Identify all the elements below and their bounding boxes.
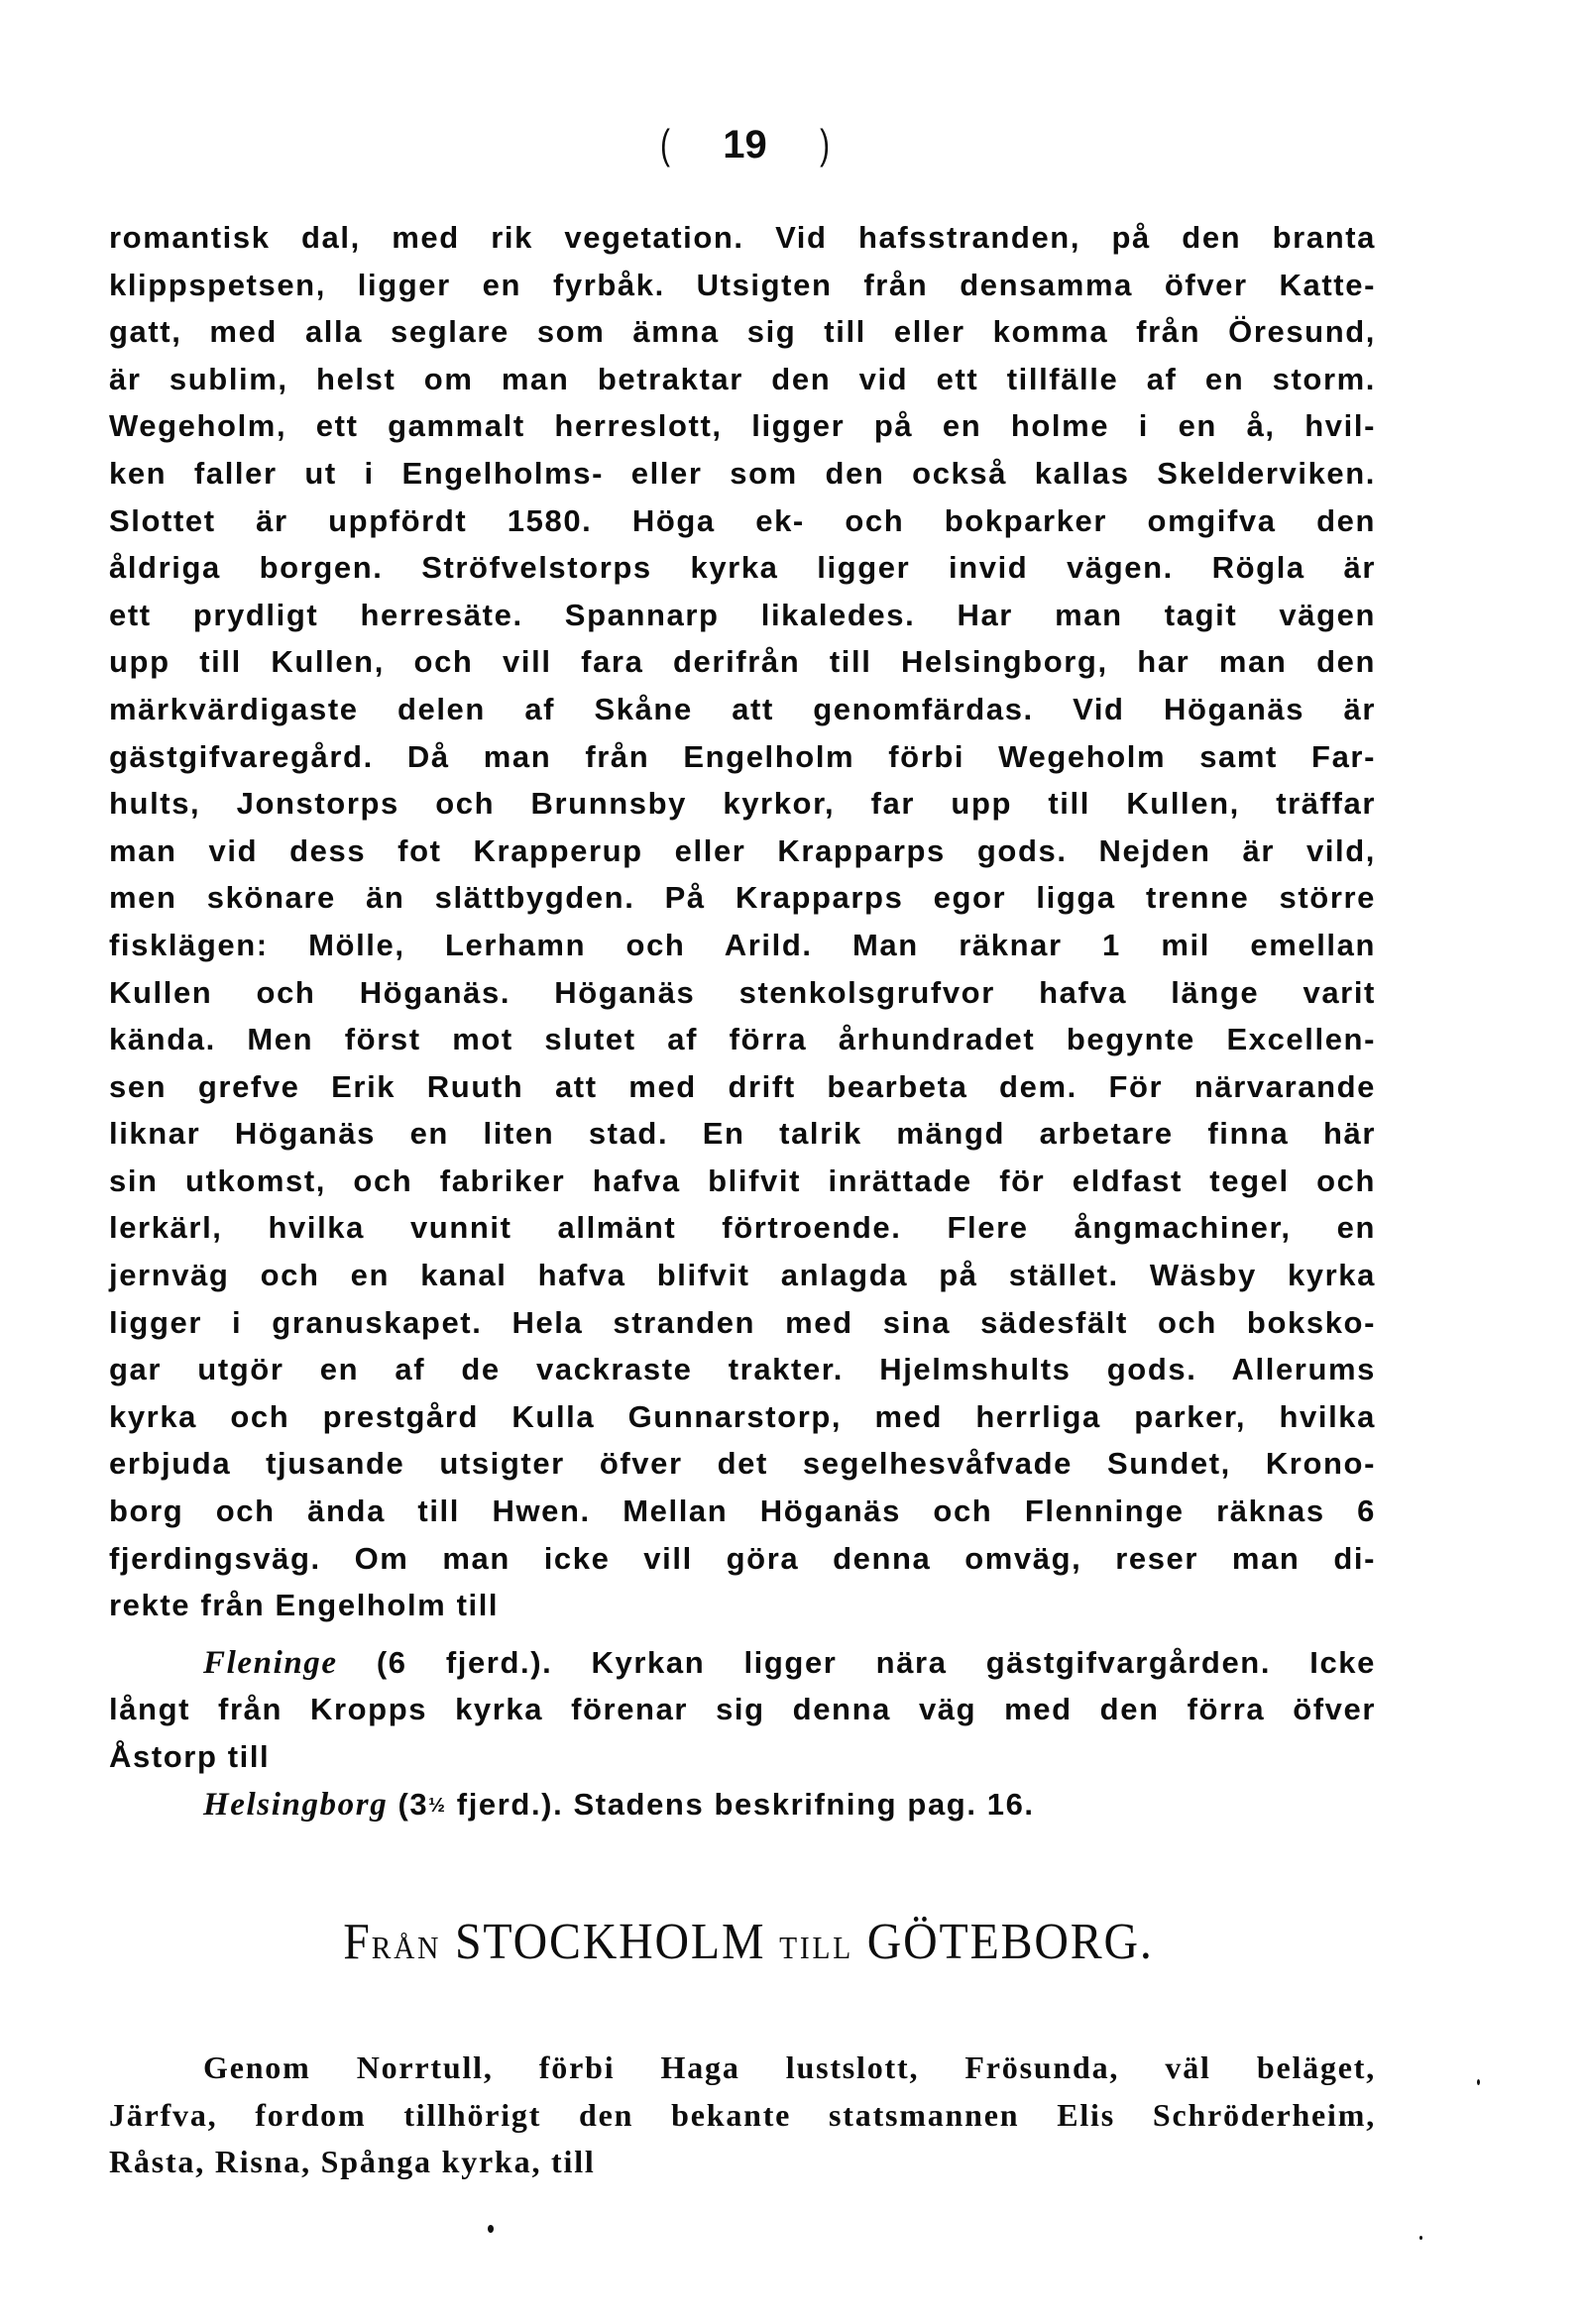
text-line: Slottet är uppfördt 1580. Höga ek- och bokparker omgifva den [109, 502, 1376, 538]
text-line: Genom Norrtull, förbi Haga lustslott, Frösunda, väl beläget, [203, 2049, 1376, 2085]
text-line: Åstorp till [109, 1739, 271, 1774]
text-line: ligger i granuskapet. Hela stranden med sina sädesfält och boksko- [109, 1304, 1376, 1340]
helsingborg-entry [109, 1781, 1376, 1828]
body-text [109, 214, 1376, 1827]
helsingborg-distance: (3 [388, 1786, 429, 1822]
page-number-close-paren: ) [820, 121, 830, 167]
text-line: man vid dess fot Krapperup eller Krapparps gods. Nejden är vild, [109, 832, 1376, 868]
text-line: kända. Men först mot slutet af förra århundradet begynte Excellen- [109, 1022, 1376, 1057]
text-line: rekte från Engelholm till [109, 1588, 500, 1623]
text-line: liknar Höganäs en liten stad. En talrik mängd arbetare finna här [109, 1116, 1376, 1152]
spacer [109, 1629, 1376, 1639]
text-line: långt från Kropps kyrka förenar sig denna väg med den förra öfver [109, 1692, 1376, 1727]
text-line: borg och ända till Hwen. Mellan Höganäs och Flenninge räknas 6 [109, 1494, 1376, 1529]
ink-speck [488, 2225, 494, 2233]
text-line: Wegeholm, ett gammalt herreslott, ligger på en holme i en å, hvil- [109, 408, 1376, 444]
text-line: romantisk dal, med rik vegetation. Vid hafsstranden, på den branta [109, 220, 1376, 255]
heading-stockholm: STOCKHOLM [454, 1914, 766, 1970]
text-line: lerkärl, hvilka vunnit allmänt förtroende. Flere ångmachiner, en [109, 1210, 1376, 1246]
text-line: klippspetsen, ligger en fyrbåk. Utsigten från densamma öfver Katte- [109, 267, 1376, 302]
fraction-half: ½ [428, 1794, 447, 1817]
text-line: ett prydligt herresäte. Spannarp likaledes. Har man tagit vägen [109, 597, 1376, 632]
text-line: Kullen och Höganäs. Höganäs stenkolsgrufvor hafva länge varit [109, 974, 1376, 1010]
heading-goteborg: GÖTEBORG. [866, 1914, 1154, 1970]
ink-speck [1477, 2079, 1480, 2085]
text-line: upp till Kullen, och vill fara derifrån till Helsingborg, har man den [109, 644, 1376, 680]
text-line: gästgifvaregård. Då man från Engelholm förbi Wegeholm samt Far- [109, 738, 1376, 774]
text-line: ken faller ut i Engelholms- eller som den också kallas Skelderviken. [109, 455, 1376, 491]
section-body [109, 2045, 1376, 2186]
section-heading [59, 1913, 1436, 1977]
ink-speck [1419, 2236, 1422, 2240]
text-line: fjerdingsväg. Om man icke vill göra denna omväg, reser man di- [109, 1540, 1376, 1576]
text-line: Råsta, Risna, Spånga kyrka, till [109, 2144, 596, 2180]
text-line: erbjuda tjusande utsigter öfver det segelhesvåfvade Sundet, Krono- [109, 1446, 1376, 1482]
text-line: gar utgör en af de vackraste trakter. Hjelmshults gods. Allerums [109, 1352, 1376, 1387]
text-line: märkvärdigaste delen af Skåne att genomfärdas. Vid Höganäs är [109, 691, 1376, 726]
fleninge-entry [109, 1639, 1376, 1687]
text-line: hults, Jonstorps och Brunnsby kyrkor, far upp till Kullen, träffar [109, 786, 1376, 822]
text-line: jernväg och en kanal hafva blifvit anlagda på stället. Wäsby kyrka [109, 1258, 1376, 1293]
text-line: Järfva, fordom tillhörigt den bekante statsmannen Elis Schröderheim, [109, 2096, 1376, 2133]
text-line: åldriga borgen. Ströfvelstorps kyrka ligger invid vägen. Rögla är [109, 550, 1376, 586]
heading-till: TILL [779, 1930, 853, 1965]
text-line: kyrka och prestgård Kulla Gunnarstorp, med herrliga parker, hvilka [109, 1398, 1376, 1434]
page-number [658, 117, 832, 172]
text-line: är sublim, helst om man betraktar den vid ett tillfälle af en storm. [109, 361, 1376, 396]
text-line: men skönare än slättbygden. På Krapparps egor ligga trenne större [109, 880, 1376, 916]
text-line: fisklägen: Mölle, Lerhamn och Arild. Man räknar 1 mil emellan [109, 927, 1376, 962]
heading-fran-rest: RÅN [371, 1930, 442, 1965]
page-number-open-paren: ( [660, 121, 670, 167]
text-line: sen grefve Erik Ruuth att med drift bearbeta dem. För närvarande [109, 1068, 1376, 1104]
text-line: sin utkomst, och fabriker hafva blifvit inrättade för eldfast tegel och [109, 1162, 1376, 1198]
heading-fran-initial: F [343, 1914, 372, 1970]
text-line: gatt, med alla seglare som ämna sig till eller komma från Öresund, [109, 314, 1376, 350]
fleninge-description: (6 fjerd.). Kyrkan ligger nära gästgifvargården. Icke [337, 1644, 1376, 1680]
page-number-value: 19 [723, 123, 767, 166]
helsingborg-description: fjerd.). Stadens beskrifning pag. 16. [446, 1786, 1035, 1822]
place-name-helsingborg: Helsingborg [203, 1786, 389, 1823]
place-name-fleninge: Fleninge [203, 1644, 338, 1681]
